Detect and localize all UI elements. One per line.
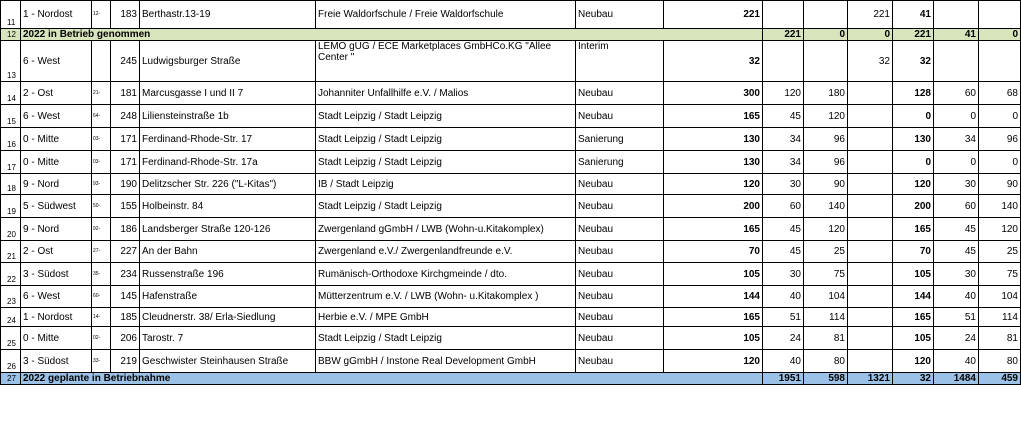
value-cell-c7	[979, 41, 1021, 82]
value-cell-c2: 34	[763, 128, 804, 151]
value-cell-c2	[763, 1, 804, 29]
value-cell-c5: 105	[893, 327, 934, 350]
type-cell: Sanierung	[576, 151, 664, 174]
address-cell: Tarostr. 7	[140, 327, 316, 350]
value-cell-c6: 34	[934, 128, 979, 151]
value-cell-c7: 68	[979, 82, 1021, 105]
value-cell-c5: 130	[893, 128, 934, 151]
district-cell: 6 - West	[21, 41, 92, 82]
district-code-cell: 03-	[92, 128, 111, 151]
value-cell-c7: 81	[979, 327, 1021, 350]
operator-cell: Zwergenland gGmbH / LWB (Wohn-u.Kitakomplex)	[316, 218, 576, 241]
value-cell-c6: 40	[934, 350, 979, 373]
value-cell-c3	[804, 41, 848, 82]
value-cell-c3: 75	[804, 263, 848, 286]
value-cell-c7: 0	[979, 151, 1021, 174]
row-number: 26	[1, 350, 21, 373]
value-cell-c2	[763, 41, 804, 82]
value-cell-c3: 96	[804, 151, 848, 174]
value-cell-c7	[979, 1, 1021, 29]
value-cell-c1: 130	[664, 151, 763, 174]
value-cell-c5: 1484	[934, 373, 979, 385]
address-cell: Geschwister Steinhausen Straße	[140, 350, 316, 373]
value-cell-c4: 32	[848, 41, 893, 82]
number-cell: 145	[111, 286, 140, 308]
type-cell: Interim	[576, 41, 664, 82]
value-cell-c1: 120	[664, 350, 763, 373]
type-cell: Neubau	[576, 105, 664, 128]
value-cell-c7: 104	[979, 286, 1021, 308]
district-cell: 0 - Mitte	[21, 327, 92, 350]
table-row	[1, 128, 1021, 151]
address-cell: Berthastr.13-19	[140, 1, 316, 29]
value-cell-c4	[848, 82, 893, 105]
type-cell: Neubau	[576, 308, 664, 327]
district-cell: 9 - Nord	[21, 174, 92, 195]
value-cell-c5: 41	[893, 1, 934, 29]
district-cell: 1 - Nordost	[21, 1, 92, 29]
district-code-cell: 35-	[92, 263, 111, 286]
value-cell-c7: 96	[979, 128, 1021, 151]
district-code-cell: 14-	[92, 308, 111, 327]
row-number: 18	[1, 174, 21, 195]
type-cell: Neubau	[576, 1, 664, 29]
value-cell-c4	[848, 105, 893, 128]
type-cell: Neubau	[576, 263, 664, 286]
district-code-cell: 27-	[92, 241, 111, 263]
district-code-cell	[92, 41, 111, 82]
operator-cell: Zwergenland e.V./ Zwergenlandfreunde e.V.	[316, 241, 576, 263]
row-number: 20	[1, 218, 21, 241]
value-cell-c4	[848, 128, 893, 151]
number-cell: 248	[111, 105, 140, 128]
row-number: 23	[1, 286, 21, 308]
value-cell-c5: 41	[934, 29, 979, 41]
row-number: 21	[1, 241, 21, 263]
table-row	[1, 286, 1021, 308]
value-cell-c6: 60	[934, 195, 979, 218]
operator-cell: Rumänisch-Orthodoxe Kirchgmeinde / dto.	[316, 263, 576, 286]
value-cell-c4	[848, 241, 893, 263]
value-cell-c2: 45	[763, 218, 804, 241]
number-cell: 186	[111, 218, 140, 241]
row-number: 22	[1, 263, 21, 286]
value-cell-c3: 104	[804, 286, 848, 308]
value-cell-c3: 96	[804, 128, 848, 151]
value-cell-c1: 300	[664, 82, 763, 105]
value-cell-c7: 75	[979, 263, 1021, 286]
value-cell-c6: 0	[934, 151, 979, 174]
value-cell-c2: 120	[763, 82, 804, 105]
district-code-cell: 33-	[92, 350, 111, 373]
address-cell: Marcusgasse I und II 7	[140, 82, 316, 105]
value-cell-c1: 130	[664, 128, 763, 151]
value-cell-c6: 459	[979, 373, 1021, 385]
table-body	[1, 1, 1021, 385]
row-number: 19	[1, 195, 21, 218]
value-cell-c6: 30	[934, 174, 979, 195]
district-cell: 2 - Ost	[21, 241, 92, 263]
value-cell-c3: 90	[804, 174, 848, 195]
value-cell-c7: 114	[979, 308, 1021, 327]
value-cell-c3: 120	[804, 105, 848, 128]
value-cell-c4	[848, 151, 893, 174]
district-cell: 6 - West	[21, 286, 92, 308]
operator-cell: Freie Waldorfschule / Freie Waldorfschule	[316, 1, 576, 29]
type-cell: Neubau	[576, 241, 664, 263]
value-cell-c2: 45	[763, 105, 804, 128]
value-cell-c1: 144	[664, 286, 763, 308]
value-cell-c5: 32	[893, 41, 934, 82]
row-number: 17	[1, 151, 21, 174]
operator-cell: Herbie e.V. / MPE GmbH	[316, 308, 576, 327]
type-cell: Neubau	[576, 350, 664, 373]
value-cell-c2: 60	[763, 195, 804, 218]
row-number: 24	[1, 308, 21, 327]
value-cell-c3: 0	[848, 29, 893, 41]
value-cell-c7: 90	[979, 174, 1021, 195]
value-cell-c5: 120	[893, 350, 934, 373]
address-cell: An der Bahn	[140, 241, 316, 263]
value-cell-c1: 165	[664, 308, 763, 327]
value-cell-c3: 114	[804, 308, 848, 327]
district-cell: 2 - Ost	[21, 82, 92, 105]
value-cell-c4: 221	[848, 1, 893, 29]
operator-cell: Johanniter Unfallhilfe e.V. / Malios	[316, 82, 576, 105]
value-cell-c6: 51	[934, 308, 979, 327]
value-cell-c5: 200	[893, 195, 934, 218]
district-code-cell: 21-	[92, 82, 111, 105]
table-row	[1, 105, 1021, 128]
type-cell: Neubau	[576, 195, 664, 218]
value-cell-c6	[934, 41, 979, 82]
table-row	[1, 1, 1021, 29]
table-row	[1, 263, 1021, 286]
address-cell: Delitzscher Str. 226 ("L-Kitas")	[140, 174, 316, 195]
address-cell: Hafenstraße	[140, 286, 316, 308]
value-cell-c3	[804, 1, 848, 29]
district-cell: 3 - Südost	[21, 350, 92, 373]
number-cell: 190	[111, 174, 140, 195]
value-cell-c1: 221	[763, 29, 804, 41]
table-row	[1, 327, 1021, 350]
row-number: 25	[1, 327, 21, 350]
value-cell-c3: 180	[804, 82, 848, 105]
value-cell-c6: 60	[934, 82, 979, 105]
value-cell-c5: 120	[893, 174, 934, 195]
operator-cell: Mütterzentrum e.V. / LWB (Wohn- u.Kitakomplex )	[316, 286, 576, 308]
district-code-cell: 92-	[92, 218, 111, 241]
value-cell-c1: 120	[664, 174, 763, 195]
district-cell: 9 - Nord	[21, 218, 92, 241]
number-cell: 245	[111, 41, 140, 82]
row-number: 14	[1, 82, 21, 105]
summary-label: 2022 geplante in Betriebnahme	[21, 373, 763, 385]
value-cell-c1: 105	[664, 263, 763, 286]
value-cell-c4	[848, 174, 893, 195]
value-cell-c5: 0	[893, 105, 934, 128]
value-cell-c1: 165	[664, 218, 763, 241]
district-code-cell: 02-	[92, 327, 111, 350]
value-cell-c1: 32	[664, 41, 763, 82]
value-cell-c4	[848, 218, 893, 241]
number-cell: 227	[111, 241, 140, 263]
value-cell-c2: 598	[804, 373, 848, 385]
district-cell: 0 - Mitte	[21, 128, 92, 151]
value-cell-c4	[848, 286, 893, 308]
value-cell-c2: 30	[763, 174, 804, 195]
operator-cell: Stadt Leipzig / Stadt Leipzig	[316, 151, 576, 174]
value-cell-c3: 25	[804, 241, 848, 263]
district-code-cell: 12-	[92, 1, 111, 29]
value-cell-c3: 140	[804, 195, 848, 218]
value-cell-c2: 24	[763, 327, 804, 350]
district-cell: 6 - West	[21, 105, 92, 128]
district-code-cell: 64-	[92, 105, 111, 128]
value-cell-c4	[848, 350, 893, 373]
address-cell: Cleudnerstr. 38/ Erla-Siedlung	[140, 308, 316, 327]
type-cell: Neubau	[576, 218, 664, 241]
number-cell: 183	[111, 1, 140, 29]
value-cell-c6: 45	[934, 218, 979, 241]
value-cell-c5: 144	[893, 286, 934, 308]
table-row	[1, 218, 1021, 241]
value-cell-c5: 128	[893, 82, 934, 105]
address-cell: Ludwigsburger Straße	[140, 41, 316, 82]
value-cell-c5: 0	[893, 151, 934, 174]
type-cell: Neubau	[576, 174, 664, 195]
number-cell: 155	[111, 195, 140, 218]
address-cell: Holbeinstr. 84	[140, 195, 316, 218]
row-number: 11	[1, 1, 21, 29]
table-row	[1, 41, 1021, 82]
district-cell: 5 - Südwest	[21, 195, 92, 218]
address-cell: Landsberger Straße 120-126	[140, 218, 316, 241]
value-cell-c1: 200	[664, 195, 763, 218]
number-cell: 181	[111, 82, 140, 105]
operator-cell: BBW gGmbH / Instone Real Development GmbH	[316, 350, 576, 373]
value-cell-c6: 24	[934, 327, 979, 350]
value-cell-c3: 80	[804, 350, 848, 373]
value-cell-c1: 165	[664, 105, 763, 128]
value-cell-c6: 45	[934, 241, 979, 263]
district-code-cell: 60-	[92, 286, 111, 308]
number-cell: 171	[111, 128, 140, 151]
row-number: 15	[1, 105, 21, 128]
district-cell: 0 - Mitte	[21, 151, 92, 174]
row-number: 16	[1, 128, 21, 151]
operator-cell: Stadt Leipzig / Stadt Leipzig	[316, 327, 576, 350]
value-cell-c3: 1321	[848, 373, 893, 385]
district-code-cell: 93-	[92, 174, 111, 195]
row-number: 12	[1, 29, 21, 41]
value-cell-c5: 70	[893, 241, 934, 263]
value-cell-c2: 40	[763, 286, 804, 308]
operator-cell: Stadt Leipzig / Stadt Leipzig	[316, 105, 576, 128]
value-cell-c2: 34	[763, 151, 804, 174]
value-cell-c1: 1951	[763, 373, 804, 385]
table-row	[1, 241, 1021, 263]
value-cell-c7: 120	[979, 218, 1021, 241]
district-cell: 1 - Nordost	[21, 308, 92, 327]
operator-cell: Stadt Leipzig / Stadt Leipzig	[316, 195, 576, 218]
value-cell-c6: 40	[934, 286, 979, 308]
type-cell: Neubau	[576, 327, 664, 350]
number-cell: 185	[111, 308, 140, 327]
value-cell-c6	[934, 1, 979, 29]
summary-row	[1, 29, 1021, 41]
value-cell-c2: 40	[763, 350, 804, 373]
value-cell-c3: 81	[804, 327, 848, 350]
row-number: 13	[1, 41, 21, 82]
value-cell-c7: 25	[979, 241, 1021, 263]
value-cell-c3: 120	[804, 218, 848, 241]
table-row	[1, 308, 1021, 327]
value-cell-c2: 45	[763, 241, 804, 263]
value-cell-c6: 0	[934, 105, 979, 128]
number-cell: 219	[111, 350, 140, 373]
table-row	[1, 195, 1021, 218]
summary-row	[1, 373, 1021, 385]
address-cell: Liliensteinstraße 1b	[140, 105, 316, 128]
district-code-cell: 03-	[92, 151, 111, 174]
value-cell-c2: 51	[763, 308, 804, 327]
address-cell: Russenstraße 196	[140, 263, 316, 286]
table-row	[1, 82, 1021, 105]
value-cell-c6: 30	[934, 263, 979, 286]
table-row	[1, 350, 1021, 373]
value-cell-c5: 165	[893, 218, 934, 241]
value-cell-c2: 0	[804, 29, 848, 41]
value-cell-c4: 32	[893, 373, 934, 385]
value-cell-c4	[848, 327, 893, 350]
number-cell: 171	[111, 151, 140, 174]
number-cell: 234	[111, 263, 140, 286]
operator-cell: Stadt Leipzig / Stadt Leipzig	[316, 128, 576, 151]
value-cell-c2: 30	[763, 263, 804, 286]
type-cell: Neubau	[576, 286, 664, 308]
address-cell: Ferdinand-Rhode-Str. 17	[140, 128, 316, 151]
value-cell-c5: 165	[893, 308, 934, 327]
district-code-cell: 50-	[92, 195, 111, 218]
type-cell: Sanierung	[576, 128, 664, 151]
value-cell-c7: 140	[979, 195, 1021, 218]
value-cell-c4: 221	[893, 29, 934, 41]
value-cell-c6: 0	[979, 29, 1021, 41]
summary-label: 2022 in Betrieb genommen	[21, 29, 763, 41]
value-cell-c5: 105	[893, 263, 934, 286]
table-row	[1, 151, 1021, 174]
district-cell: 3 - Südost	[21, 263, 92, 286]
operator-cell: LEMO gUG / ECE Marketplaces GmbHCo.KG "Allee Center "	[316, 41, 576, 82]
number-cell: 206	[111, 327, 140, 350]
value-cell-c7: 80	[979, 350, 1021, 373]
type-cell: Neubau	[576, 82, 664, 105]
value-cell-c4	[848, 308, 893, 327]
table-row	[1, 174, 1021, 195]
value-cell-c1: 105	[664, 327, 763, 350]
value-cell-c4	[848, 195, 893, 218]
row-number: 27	[1, 373, 21, 385]
value-cell-c7: 0	[979, 105, 1021, 128]
value-cell-c1: 70	[664, 241, 763, 263]
operator-cell: IB / Stadt Leipzig	[316, 174, 576, 195]
value-cell-c4	[848, 263, 893, 286]
value-cell-c1: 221	[664, 1, 763, 29]
address-cell: Ferdinand-Rhode-Str. 17a	[140, 151, 316, 174]
